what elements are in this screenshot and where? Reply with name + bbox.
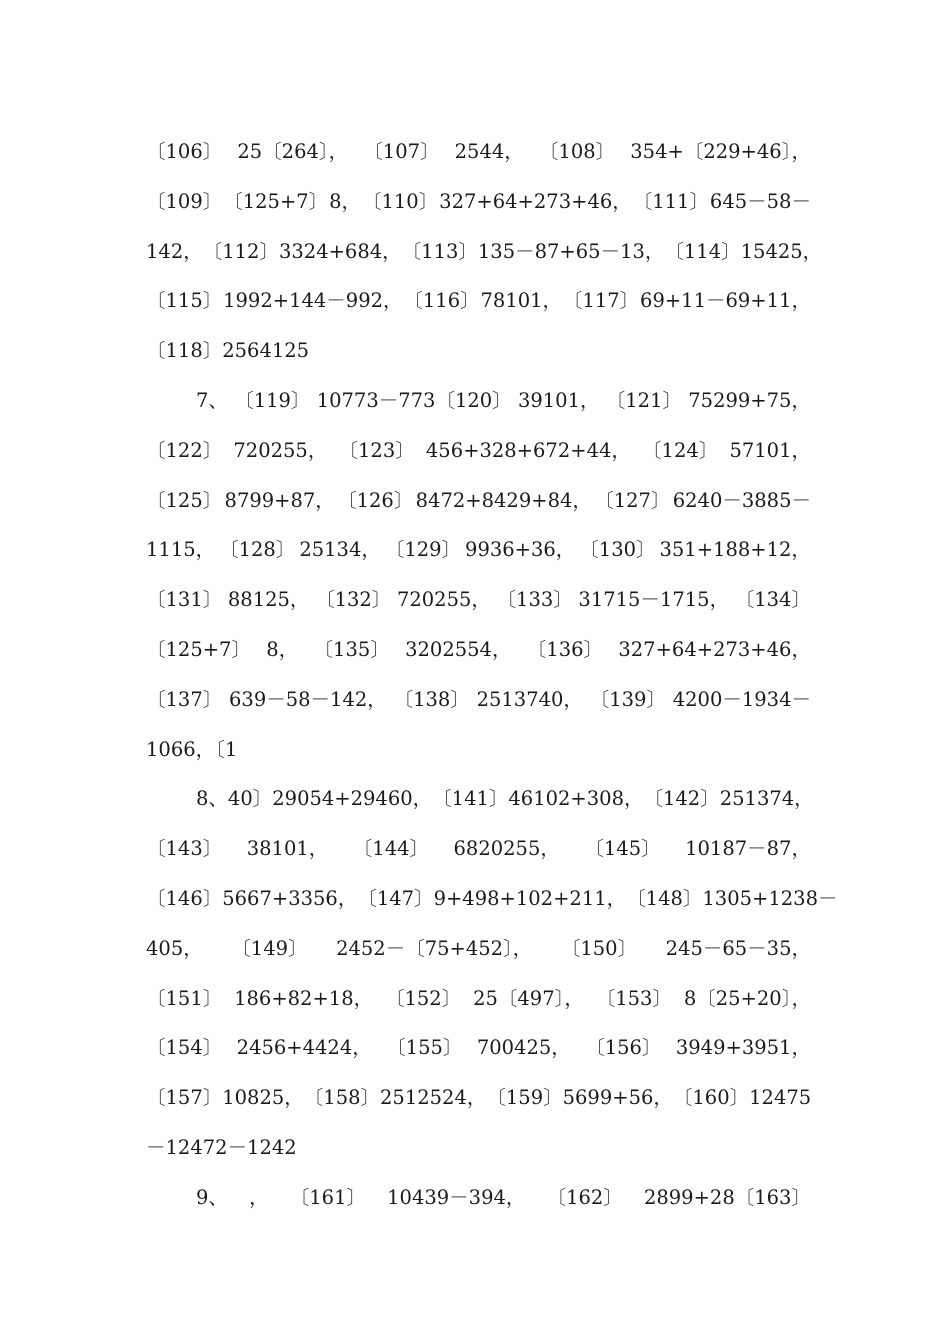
text-token: 31715－1715， [578, 588, 730, 612]
text-token: 〔143〕 [146, 837, 223, 861]
text-token: 〔144〕 [352, 837, 430, 861]
text-token: 〔132〕 [315, 588, 392, 612]
text-token: 2513740， [476, 687, 583, 711]
text-token: 351+188+12， [659, 538, 811, 562]
text-token: 3949+3951， [675, 1036, 811, 1060]
text-token: 〔161〕 [289, 1185, 366, 1209]
text-token: 639－58－142， [229, 687, 387, 711]
text-token: 〔154〕 [146, 1036, 223, 1060]
text-token: 720255， [396, 588, 491, 612]
document-body [146, 132, 838, 1228]
text-token: 〔111〕 [632, 189, 709, 213]
text-token: 〔142〕 [643, 787, 720, 811]
text-token: 135－87+65－13， [477, 239, 665, 263]
text-line [146, 530, 811, 580]
text-line [146, 680, 811, 730]
text-token: 327+64+273+46， [618, 637, 811, 661]
text-token: 〔159〕 [486, 1086, 563, 1110]
text-token: 〔128〕 [219, 538, 296, 562]
text-token: 6240－3885－ [672, 488, 811, 512]
text-token: 1305+1238－ [702, 886, 838, 910]
text-token: 〔158〕 [303, 1086, 381, 1110]
text-token: 8472+8429+84， [415, 488, 592, 512]
text-token: 〔126〕 [337, 488, 414, 512]
line-text: 〔118〕2564125 [146, 339, 310, 363]
text-token: 〔133〕 [496, 588, 573, 612]
text-token: 645－58－ [709, 189, 811, 213]
text-token: 〔149〕 [231, 936, 308, 960]
text-token: 〔145〕 [584, 837, 661, 861]
text-token: 〔150〕 [560, 936, 638, 960]
text-token: 〔160〕 [672, 1086, 750, 1110]
text-token: 251374， [719, 787, 814, 811]
text-token: 〔119〕 [234, 388, 311, 412]
text-token: 〔156〕 [585, 1036, 662, 1060]
text-token: 8〔25+20〕， [683, 986, 811, 1010]
line-text: 1066，〔1 [146, 737, 238, 761]
text-token: 25〔264〕， [237, 140, 349, 163]
text-token: 〔123〕 [338, 438, 415, 462]
text-token: 〔135〕 [313, 637, 390, 661]
text-token: 〔107〕 [363, 140, 440, 163]
text-token: 75299+75， [688, 388, 811, 412]
text-token: 9936+36， [465, 538, 576, 562]
text-token: 〔162〕 [546, 1185, 623, 1209]
text-token: 〔141〕 [432, 787, 509, 811]
text-token: 〔112〕 [202, 239, 279, 263]
text-token: 40〕 [227, 787, 273, 811]
text-token: 6820255， [453, 837, 560, 861]
text-token: 〔136〕 [526, 637, 604, 661]
text-token: 〔157〕 [146, 1086, 223, 1110]
text-line [146, 779, 814, 829]
text-line [146, 182, 811, 232]
text-token: 57101， [729, 438, 811, 462]
text-token: 9、 [196, 1185, 228, 1209]
text-token: 〔134〕 [734, 588, 811, 612]
text-token: 〔117〕 [562, 289, 640, 313]
text-token: 4200－1934－ [672, 687, 811, 711]
text-token: 88125， [227, 588, 310, 612]
text-token: 142， [146, 239, 203, 263]
text-token: 405， [146, 936, 203, 960]
text-token: 12475 [749, 1086, 812, 1110]
text-token: 39101， [517, 388, 600, 412]
text-token: 〔130〕 [579, 538, 656, 562]
text-token: 5667+3356， [222, 886, 358, 910]
text-token: 〔106〕 [146, 140, 223, 163]
text-line [146, 730, 811, 780]
line-text: －12472－1242 [146, 1135, 297, 1159]
text-token: 〔124〕 [642, 438, 719, 462]
text-line [146, 132, 811, 182]
text-token: 〔153〕 [595, 986, 672, 1010]
text-token: 〔108〕 [538, 140, 616, 163]
text-line [146, 381, 811, 431]
text-token: 1115， [146, 538, 216, 562]
text-token: 10773－773〔120〕 [316, 388, 512, 412]
text-line [146, 879, 838, 929]
text-token: 10439－394， [387, 1185, 526, 1209]
text-token: 10187－87， [685, 837, 811, 861]
text-token: 8， [329, 189, 362, 213]
text-line [146, 1128, 811, 1178]
text-token: 〔122〕 [146, 438, 223, 462]
text-token: 2452－〔75+452〕， [336, 936, 533, 960]
text-token: 2899+28〔163〕 [643, 1185, 811, 1209]
text-token: 29054+29460， [272, 787, 433, 811]
text-token: 46102+308， [508, 787, 644, 811]
text-token: 700425， [476, 1036, 571, 1060]
text-line [146, 1078, 811, 1128]
text-token: ， [249, 1185, 269, 1209]
text-token: 〔147〕 [357, 886, 434, 910]
text-token: 〔109〕 [146, 189, 223, 213]
text-token: 186+82+18， [234, 986, 374, 1010]
text-token: 38101， [246, 837, 329, 861]
text-token: 〔139〕 [589, 687, 666, 711]
text-token: 〔148〕 [626, 886, 703, 910]
text-token: 〔152〕 [384, 986, 462, 1010]
text-token: 〔137〕 [146, 687, 223, 711]
text-line [146, 281, 811, 331]
text-token: 8799+87， [224, 488, 335, 512]
text-token: 720255， [233, 438, 328, 462]
text-token: 1992+144－992， [223, 289, 403, 313]
text-token: 327+64+273+46， [439, 189, 632, 213]
text-token: 10825， [222, 1086, 304, 1110]
text-token: 〔131〕 [146, 588, 223, 612]
text-token: 2544， [454, 140, 524, 163]
text-token: 〔127〕 [594, 488, 671, 512]
text-line [146, 232, 823, 282]
text-token: 15425， [740, 239, 823, 263]
text-token: 9+498+102+211， [433, 886, 627, 910]
text-token: 〔121〕 [605, 388, 682, 412]
text-token: 2456+4424， [236, 1036, 372, 1060]
text-line [146, 979, 811, 1029]
text-token: 〔114〕 [664, 239, 741, 263]
text-token: 25〔497〕， [473, 986, 584, 1010]
text-token: 〔125〕 [146, 488, 223, 512]
text-token: 〔125+7〕 [223, 189, 329, 213]
text-token: 69+11－69+11， [640, 289, 811, 313]
text-token: 〔115〕 [146, 289, 223, 313]
text-token: 3324+684， [278, 239, 402, 263]
text-token: 78101， [480, 289, 563, 313]
text-token: 〔110〕 [361, 189, 439, 213]
text-token: 354+〔229+46〕， [630, 140, 811, 163]
text-token: 〔113〕 [401, 239, 478, 263]
text-line [146, 331, 811, 381]
text-token: 〔129〕 [384, 538, 462, 562]
text-token: 〔151〕 [146, 986, 223, 1010]
text-line [146, 481, 811, 531]
text-token: 245－65－35， [665, 936, 811, 960]
text-line [146, 829, 811, 879]
text-line [146, 929, 811, 979]
text-token: 〔125+7〕 [146, 637, 251, 661]
text-token: 〔155〕 [386, 1036, 463, 1060]
text-token: 7、 [196, 388, 228, 412]
text-token: 25134， [299, 538, 381, 562]
text-line [146, 431, 811, 481]
text-token: 8、 [196, 787, 228, 811]
text-line [146, 630, 811, 680]
text-line [146, 580, 811, 630]
text-token: 5699+56， [562, 1086, 673, 1110]
text-line [146, 1028, 811, 1078]
text-token: 〔116〕 [403, 289, 480, 313]
text-token: 2512524， [380, 1086, 487, 1110]
text-token: 8， [266, 637, 299, 661]
text-token: 3202554， [405, 637, 512, 661]
text-token: 456+328+672+44， [425, 438, 631, 462]
text-token: 〔146〕 [146, 886, 223, 910]
text-line [146, 1178, 811, 1228]
text-token: 〔138〕 [393, 687, 470, 711]
